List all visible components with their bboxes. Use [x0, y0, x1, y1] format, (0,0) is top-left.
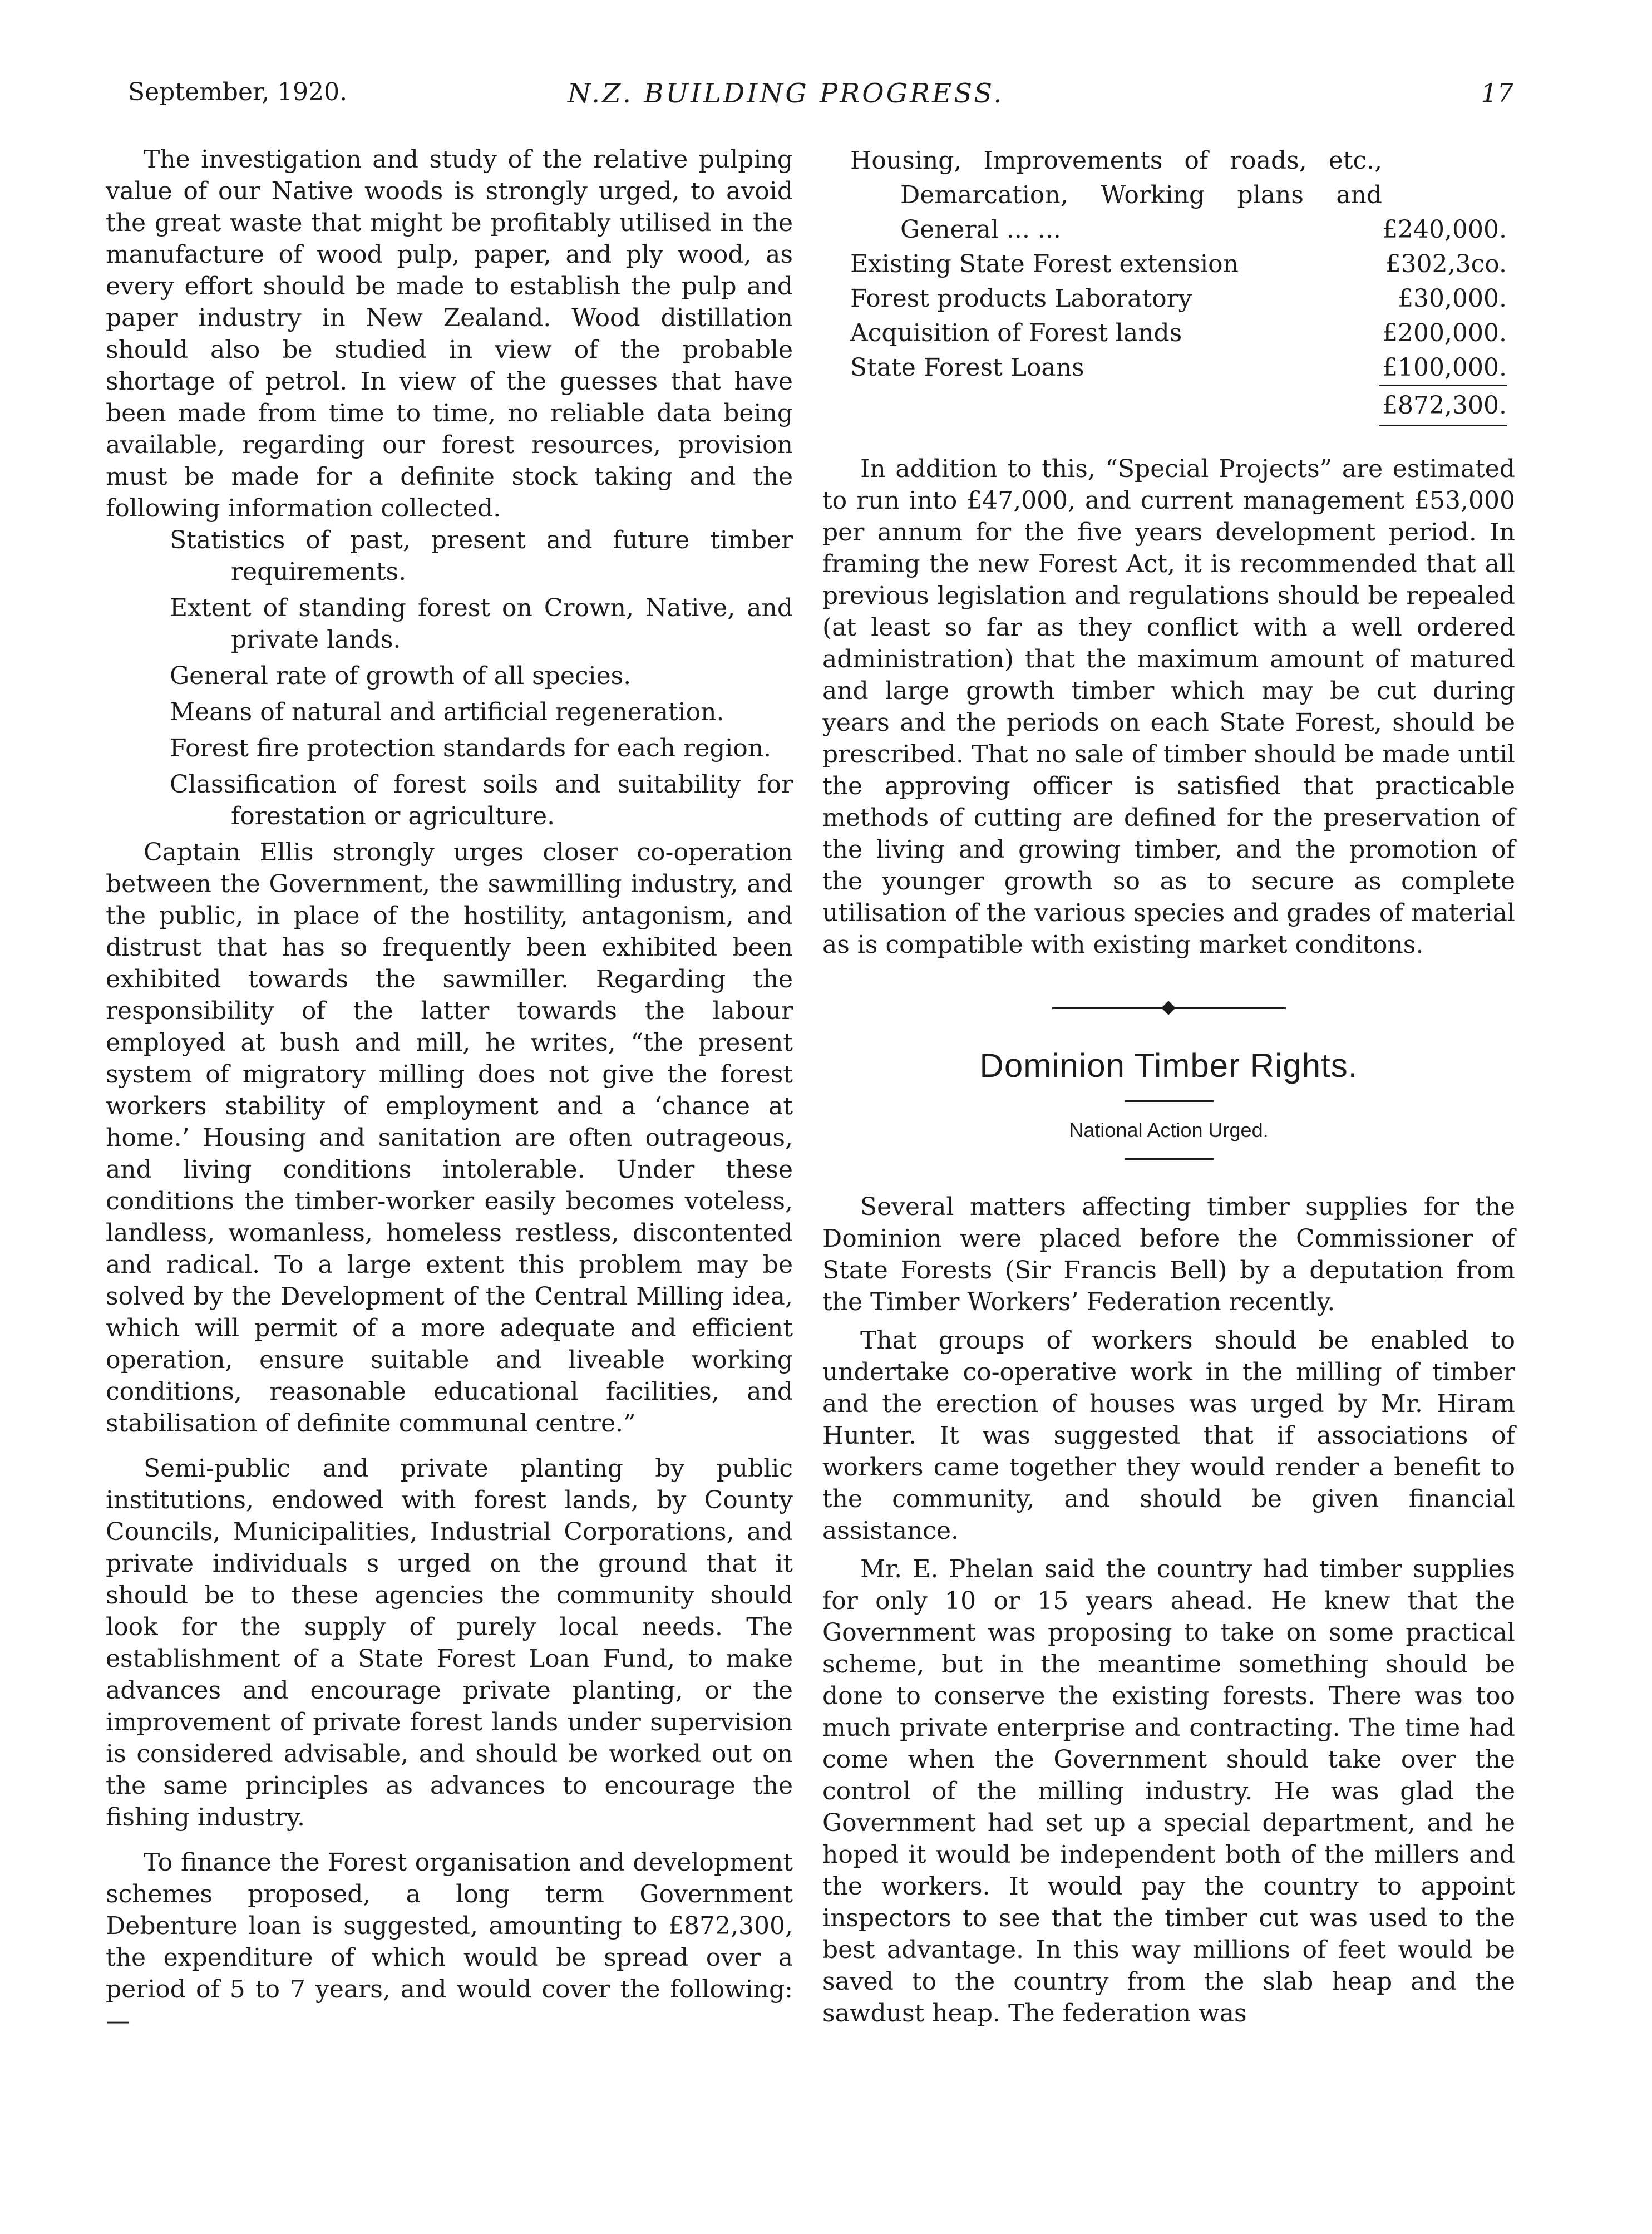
cost-label: Housing, Improvements of roads, etc., Demarcation, Working plans and General ... ... [850, 146, 1383, 244]
paragraph: Semi-public and private planting by public institutions, endowed with forest lands, by County Councils, Municipalities, Industrial Corporations, and private individuals s urged on the ground that it should be to these agencies the community should look for the supply of purely local needs. The establishment of a State Forest Loan Fund, to make advances and encourage private planting, or the improvement of private forest lands under supervision is considered advisable, and should be worked out on the same principles as advances to encourage the fishing industry. [106, 1454, 793, 1832]
diamond-ornament [1161, 1001, 1175, 1015]
issue-date: September, 1920. [128, 78, 348, 106]
cost-row [850, 247, 1507, 282]
cost-amount: £200,000. [1382, 319, 1507, 347]
article-title: Dominion Timber Rights. [979, 1047, 1358, 1084]
paragraph: The investigation and study of the relative pulping value of our Native woods is strongly urged, to avoid the great waste that might be profitably utilised in the manufacture of wood pulp, paper, and ply wood, as every effort should be made to establish the pulp and paper industry in New Zealand. Wood distillation should also be studied in view of the probable shortage of petrol. In view of the guesses that have been made from time to time, no reliable data being available, regarding our forest resources, provision must be made for a definite stock taking and the following information collected. [106, 145, 793, 523]
section-divider [1052, 1000, 1286, 1016]
cost-amount: £302,3co. [1385, 250, 1507, 278]
paragraph: Captain Ellis strongly urges closer co-operation between the Government, the sawmilling industry, and the public, in place of the hostility, antagonism, and distrust that has so frequently been exhibited been exhibited towards the sawmiller. Regarding the responsibility of the latter towards the labour employed at bush and mill, he writes, “the present system of migratory milling does not give the forest workers stability of employment and a ‘chance at home.’ Housing and sanitation are often outrageous, and living conditions intolerable. Under these conditions the timber-worker easily becomes voteless, landless, womanless, homeless restless, discontented and radical. To a large extent this problem may be solved by the Development of the Central Milling idea, which will permit of a more adequate and efficient operation, ensure suitable and liveable working conditions, reasonable educational facilities, and stabilisation of definite communal centre.” [106, 838, 793, 1438]
cost-amount: £240,000. [1382, 215, 1507, 244]
cost-row [850, 282, 1507, 316]
cost-label: Acquisition of Forest lands [850, 319, 1182, 347]
left-column [106, 144, 793, 2037]
cost-amount: £30,000. [1398, 284, 1507, 313]
cost-label: Forest products Laboratory [850, 284, 1192, 313]
cost-row [850, 144, 1507, 247]
cost-label: Existing State Forest extension [850, 250, 1239, 278]
paragraph: Several matters affecting timber supplies for the Dominion were placed before the Commissioner of State Forests (Sir Francis Bell) by a deputation from the Timber Workers’ Federation recently. [822, 1193, 1515, 1316]
information-list [106, 524, 793, 832]
paragraph: In addition to this, “Special Projects” are estimated to run into £47,000, and current management £53,000 per annum for the five years development period. In framing the new Forest Act, it is recommended that all previous legislation and regulations should be repealed (at least so far as they conflict with a well ordered administration) that the maximum amount of matured and large growth timber which may be cut during years and the periods on each State Forest, should be prescribed. That no sale of timber should be made until the approving officer is satisfied that practicable methods of cutting are defined for the preservation of the living and growing timber, and the promotion of the younger growth so as to secure as complete utilisation of the various species and grades of material as is compatible with existing market conditons. [822, 455, 1515, 959]
paragraph: Mr. E. Phelan said the country had timber supplies for only 10 or 15 years ahead. He knew that the Government was proposing to take on some practical scheme, but in the meantime something should be done to conserve the existing forests. There was too much private enterprise and contracting. The time had come when the Government should take over the control of the milling industry. He was glad the Government had set up a special department, and he hoped it would be independent both of the millers and the workers. It would pay the country to appoint inspectors to see that the timber cut was used to the best advantage. In this way millions of feet would be saved to the country from the slab heap and the sawdust heap. The federation was [822, 1555, 1515, 2028]
list-item: Forest fire protection standards for each region. [170, 734, 772, 762]
list-item: Means of natural and artificial regeneration. [170, 698, 724, 726]
page-header [128, 78, 1536, 122]
right-column [822, 144, 1515, 2029]
cost-table [850, 144, 1507, 426]
cost-row [850, 316, 1507, 351]
list-item: Classification of forest soils and suitability for forestation or agriculture. [170, 770, 793, 830]
list-item: General rate of growth of all species. [170, 662, 632, 690]
paragraph: That groups of workers should be enabled to undertake co-operative work in the milling of timber and the erection of houses was urged by Mr. Hiram Hunter. It was suggested that if associations of workers came together they would render a benefit to the community, and should be given financial assistance. [822, 1326, 1515, 1545]
list-item: Statistics of past, present and future timber requirements. [170, 526, 793, 586]
paragraph: To finance the Forest organisation and development schemes proposed, a long term Government Debenture loan is suggested, amounting to £872,300, the expenditure of which would be spread over a period of 5 to 7 years, and would cover the following:— [106, 1848, 793, 2035]
total-rule-bottom [1379, 425, 1507, 426]
cost-label: State Forest Loans [850, 353, 1084, 382]
article-subtitle: National Action Urged. [1069, 1119, 1269, 1141]
title-rule [1125, 1100, 1214, 1102]
cost-row [850, 351, 1507, 385]
publication-title: N.Z. BUILDING PROGRESS. [568, 78, 1004, 109]
cost-amount: £100,000. [1382, 353, 1507, 382]
list-item: Extent of standing forest on Crown, Native, and private lands. [170, 594, 793, 654]
cost-total: £872,300. [1382, 391, 1507, 420]
page-number: 17 [1481, 78, 1513, 108]
